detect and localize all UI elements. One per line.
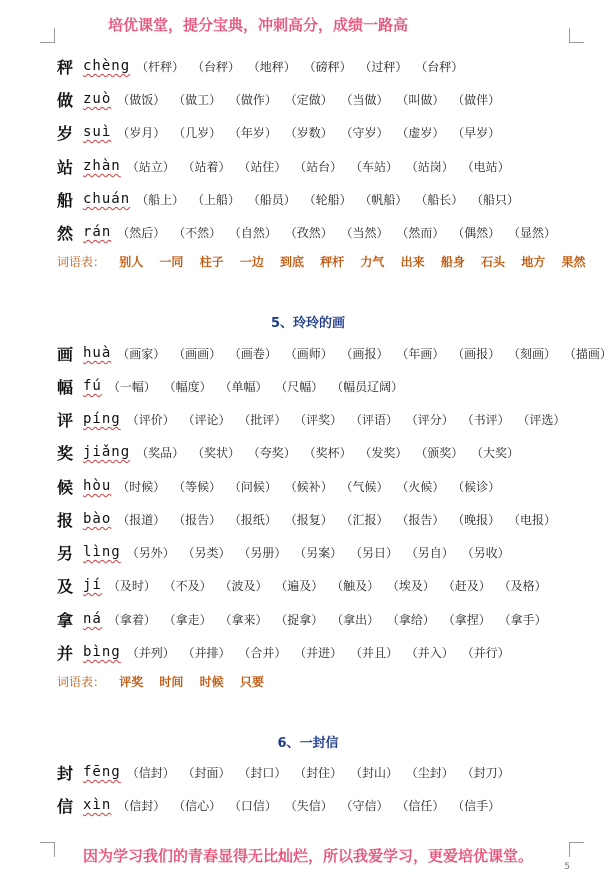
char: 信 — [57, 796, 74, 816]
char: 画 — [57, 344, 74, 364]
pinyin: fú — [83, 378, 102, 394]
vocab-word: 一边 — [239, 255, 264, 269]
char-row — [57, 540, 510, 564]
char: 奖 — [57, 443, 74, 463]
header-banner: 培优课堂，提分宝典，冲刺高分，成绩一路高 — [107, 16, 408, 34]
char: 站 — [57, 157, 74, 177]
char: 做 — [57, 90, 74, 110]
pinyin: rán — [83, 224, 112, 240]
section-title: 5、玲玲的画 — [270, 316, 346, 331]
word-list: （船上） （上船） （船员） （轮船） （帆船） （船长） （船只） — [136, 192, 520, 207]
vocab-word: 时候 — [199, 675, 224, 689]
word-list: （信封） （信心） （口信） （失信） （守信） （信任） （信手） — [117, 798, 501, 813]
vocab-label: 词语表： — [57, 675, 106, 689]
char-row — [57, 793, 500, 817]
pinyin: huà — [83, 345, 112, 361]
char-row — [57, 440, 519, 464]
pinyin: zuò — [83, 91, 112, 107]
char: 及 — [57, 576, 74, 596]
char-row — [57, 154, 510, 178]
char-row — [57, 507, 556, 531]
vocab-word: 地方 — [521, 255, 546, 269]
vocab-word: 只要 — [239, 675, 264, 689]
word-list: （时候） （等候） （问候） （候补） （气候） （火候） （候诊） — [117, 479, 501, 494]
pinyin: chuán — [83, 191, 131, 207]
pinyin: bìng — [83, 644, 121, 660]
vocab-label: 词语表： — [57, 255, 106, 269]
vocab-word: 力气 — [360, 255, 385, 269]
vocab-word: 船身 — [440, 255, 465, 269]
vocab-word: 时间 — [159, 675, 184, 689]
word-list: （另外） （另类） （另册） （另案） （另日） （另自） （另收） — [126, 545, 510, 560]
word-list: （并列） （并排） （合并） （并进） （并且） （并入） （并行） — [126, 645, 510, 660]
word-list: （画家） （画画） （画卷） （画师） （画报） （年画） （画报） （刻画） （描画） — [117, 346, 612, 361]
vocab-list — [57, 253, 597, 270]
char-row — [57, 640, 510, 664]
word-list: （奖品） （奖状） （夸奖） （奖杯） （发奖） （颁奖） （大奖） — [136, 445, 520, 460]
char-row — [57, 120, 500, 144]
pinyin: jí — [83, 577, 102, 593]
char: 并 — [57, 643, 74, 663]
word-list: （报道） （报告） （报纸） （报复） （汇报） （报告） （晚报） （电报） — [117, 512, 557, 527]
char: 然 — [57, 223, 74, 243]
char-row — [57, 474, 500, 498]
footer-banner: 因为学习我们的青春显得无比灿烂，所以我爱学习，更爱培优课堂。 — [82, 847, 533, 865]
char: 岁 — [57, 123, 74, 143]
char-row — [57, 374, 403, 398]
word-list: （及时） （不及） （波及） （遍及） （触及） （埃及） （赶及） （及格） — [107, 578, 547, 593]
vocab-word: 别人 — [119, 255, 144, 269]
char-row — [57, 54, 463, 78]
char: 候 — [57, 477, 74, 497]
vocab-list — [57, 673, 276, 690]
word-list: （一幅） （幅度） （单幅） （尺幅） （幅员辽阔） — [107, 379, 404, 394]
char: 拿 — [57, 610, 74, 630]
pinyin: zhàn — [83, 158, 121, 174]
char-row — [57, 607, 547, 631]
char-row — [57, 341, 612, 365]
char: 幅 — [57, 377, 74, 397]
char-row — [57, 407, 565, 431]
word-list: （然后） （不然） （自然） （孜然） （当然） （然而） （偶然） （显然） — [117, 225, 557, 240]
char: 另 — [57, 543, 74, 563]
vocab-word: 石头 — [481, 255, 506, 269]
char: 报 — [57, 510, 74, 530]
char-row — [57, 220, 556, 244]
char: 船 — [57, 190, 74, 210]
pinyin: hòu — [83, 478, 112, 494]
pinyin: fēng — [83, 764, 121, 780]
vocab-word: 秤杆 — [320, 255, 345, 269]
char: 封 — [57, 763, 74, 783]
word-list: （杆秤） （台秤） （地秤） （磅秤） （过秤） （台秤） — [136, 59, 464, 74]
vocab-word: 果然 — [561, 255, 586, 269]
page-number: 5 — [564, 862, 570, 872]
pinyin: ná — [83, 611, 102, 627]
pinyin: lìng — [83, 544, 121, 560]
section-title: 6、一封信 — [277, 736, 339, 751]
word-list: （做饭） （做工） （做作） （定做） （当做） （叫做） （做伴） — [117, 92, 501, 107]
pinyin: bào — [83, 511, 112, 527]
word-list: （岁月） （几岁） （年岁） （岁数） （守岁） （虚岁） （早岁） — [117, 125, 501, 140]
pinyin: chèng — [83, 58, 131, 74]
vocab-word: 到底 — [280, 255, 305, 269]
vocab-word: 出来 — [400, 255, 425, 269]
word-list: （站立） （站着） （站住） （站台） （车站） （站岗） （电站） — [126, 159, 510, 174]
vocab-word: 一同 — [159, 255, 184, 269]
char-row — [57, 87, 500, 111]
word-list: （评价） （评论） （批评） （评奖） （评语） （评分） （书评） （评选） — [126, 412, 566, 427]
word-list: （信封） （封面） （封口） （封住） （封山） （尘封） （封刀） — [126, 765, 510, 780]
pinyin: suì — [83, 124, 112, 140]
char-row — [57, 573, 547, 597]
pinyin: jiǎng — [83, 444, 131, 460]
pinyin: píng — [83, 411, 121, 427]
char-row — [57, 187, 519, 211]
vocab-word: 评奖 — [119, 675, 144, 689]
char: 秤 — [57, 57, 74, 77]
char-row — [57, 760, 510, 784]
pinyin: xìn — [83, 797, 112, 813]
vocab-word: 柱子 — [199, 255, 224, 269]
crop-mark-top-right — [569, 28, 584, 43]
char: 评 — [57, 410, 74, 430]
word-list: （拿着） （拿走） （拿来） （捉拿） （拿出） （拿给） （拿捏） （拿手） — [107, 612, 547, 627]
